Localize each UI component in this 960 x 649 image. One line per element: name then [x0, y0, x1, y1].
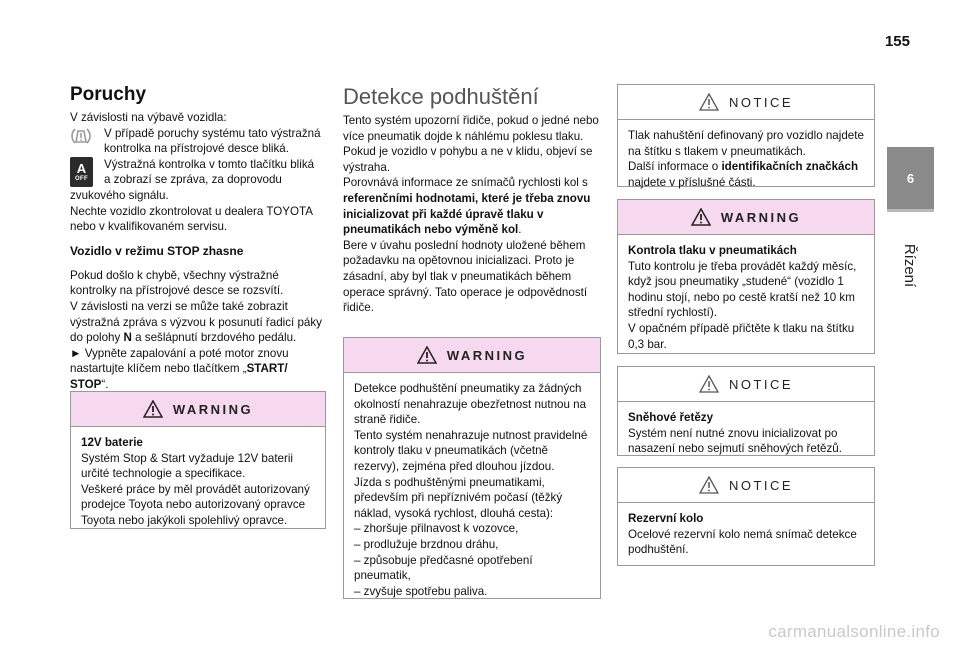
- warning-triangle-icon: [699, 93, 719, 111]
- left-icon-text: V případě poruchy systému tato výstražná kontrolka na přístrojové desce bliká.: [104, 126, 321, 156]
- left-icon2-text-a: Výstražná kontrolka v tomto tlačítku bliká: [104, 157, 315, 171]
- list-item: – způsobuje předčasné opotřebení pneumatik,: [354, 553, 533, 583]
- notice3-t1: Ocelové rezervní kolo nemá snímač detekce podhuštění.: [628, 527, 857, 557]
- page-number: 155: [884, 33, 910, 50]
- tpms-warning-icon: [70, 125, 92, 147]
- notice2-title: Sněhové řetězy: [628, 411, 714, 424]
- watermark-link[interactable]: carmanualsonline.info: [768, 622, 940, 641]
- middle-p2: Pokud je vozidlo v pohybu a ne v klidu, objeví se výstraha.: [343, 145, 593, 174]
- warning-battery-text2: Veškeré práce by měl provádět autorizovaný prodejce Toyota nebo autorizovaný opravce Toyota nebo jakýkoli spolehlivý opravce.: [81, 482, 310, 527]
- left-advice: Nechte vozidlo zkontrolovat u dealera TOYOTA nebo v kvalifikovaném servisu.: [70, 204, 313, 234]
- warning-box-pressure-check: [617, 199, 875, 354]
- left-p1: Pokud došlo k chybě, všechny výstražné kontrolky na přístrojové desce se rozsvítí.: [70, 268, 284, 298]
- left-column: [70, 110, 326, 393]
- warning-box-head: WARNING: [71, 392, 325, 427]
- warning-battery-text1: Systém Stop & Start vyžaduje 12V baterii určité technologie a specifikace.: [81, 451, 294, 481]
- warning-box-head: WARNING: [344, 338, 600, 373]
- notice1-t2: Další informace o identifikačních značkách najdete v příslušné části.: [628, 160, 859, 189]
- subhead-stop: Vozidlo v režimu STOP zhasne: [70, 243, 244, 258]
- middle-p1: Tento systém upozorní řidiče, pokud o jedné nebo více pneumatik dojde k náhlému poklesu tlaku.: [343, 114, 599, 143]
- warning-detection-t1: Detekce podhuštění pneumatiky za žádných okolností nenahrazuje obezřetnost nutnou na straně řidiče.: [354, 382, 587, 427]
- warning-detection-t2: Tento systém nenahrazuje nutnost pravidelné kontroly tlaku v pneumatikách (včetně rezervy), zejména před dlouhou jízdou.: [354, 428, 588, 473]
- warning-box-detection: [343, 337, 601, 599]
- notice-box-head: NOTICE: [618, 367, 874, 402]
- notice-box-head: NOTICE: [618, 468, 874, 503]
- warning-box-head: WARNING: [618, 200, 874, 235]
- notice1-t1: Tlak nahuštění definovaný pro vozidlo najdete na štítku s tlakem v pneumatikách.: [628, 129, 864, 158]
- warning-check-t1: Tuto kontrolu je třeba provádět každý měsíc, když jsou pneumatiky „studené“ (vozidlo 1 hodinu stojí, nebo po cestě kratší než 10 km střední rychlostí).: [628, 259, 857, 320]
- middle-column: [343, 113, 601, 316]
- notice3-title: Rezervní kolo: [628, 512, 704, 525]
- left-icon2-text-b: a zobrazí se zpráva, za doprovodu zvukového signálu.: [70, 173, 282, 202]
- warning-triangle-icon: [417, 346, 437, 364]
- warning-triangle-icon: [691, 208, 711, 226]
- tpms-off-button-icon: A OFF: [70, 157, 93, 187]
- left-p2: V závislosti na verzi se může také zobrazit výstražná zpráva s výzvou k posunutí řadicí páky do polohy N a sešlápnutí brzdového pedálu.: [70, 299, 322, 345]
- chapter-label: Řízení: [901, 243, 919, 287]
- middle-p4: Bere v úvahu poslední hodnoty uložené během požadavku na opětovnou inicializaci. Proto je zásadní, aby byl tlak v pneumatikách během operace správný. Tato operace je odpovědností řidiče.: [343, 238, 588, 315]
- section-title-poruchy: Poruchy: [70, 84, 147, 105]
- middle-p3: Porovnává informace ze snímačů rychlosti kol s referenčními hodnotami, které je třeba znovu inicializovat při každé úpravě tlaku v pneumatikách nebo výměně kol.: [343, 176, 591, 237]
- left-p3: ► Vypněte zapalování a poté motor znovu nastartujte klíčem nebo tlačítkem „START/ STOP“.: [70, 346, 289, 391]
- notice-box-head: NOTICE: [618, 85, 874, 119]
- notice-box-pressure: [617, 84, 875, 187]
- warning-triangle-icon: [699, 375, 719, 393]
- warning-box-battery: [70, 391, 326, 529]
- notice-box-spare-wheel: [617, 467, 875, 566]
- section-title-detekce: Detekce podhuštění: [343, 84, 539, 109]
- list-item: – prodlužuje brzdnou dráhu,: [354, 537, 499, 551]
- warning-detection-t3: Jízda s podhuštěnými pneumatikami, především při nepříznivém počasí (těžký náklad, vysoká rychlost, dlouhá cesta):: [354, 475, 563, 520]
- warning-check-title: Kontrola tlaku v pneumatikách: [628, 244, 797, 257]
- warning-triangle-icon: [143, 400, 163, 418]
- chapter-tab-underline: [887, 209, 934, 212]
- warning-check-t2: V opačném případě přičtěte k tlaku na štítku 0,3 bar.: [628, 321, 855, 351]
- warning-triangle-icon: [699, 476, 719, 494]
- list-item: – zhoršuje přilnavost k vozovce,: [354, 522, 519, 536]
- left-intro: V závislosti na výbavě vozidla:: [70, 111, 227, 124]
- list-item: – zvyšuje spotřebu paliva.: [354, 584, 488, 598]
- notice2-t1: Systém není nutné znovu inicializovat po nasazení nebo sejmutí sněhových řetězů.: [628, 426, 842, 456]
- warning-battery-title: 12V baterie: [81, 436, 143, 449]
- chapter-tab[interactable]: 6: [887, 147, 934, 209]
- notice-box-chains: [617, 366, 875, 456]
